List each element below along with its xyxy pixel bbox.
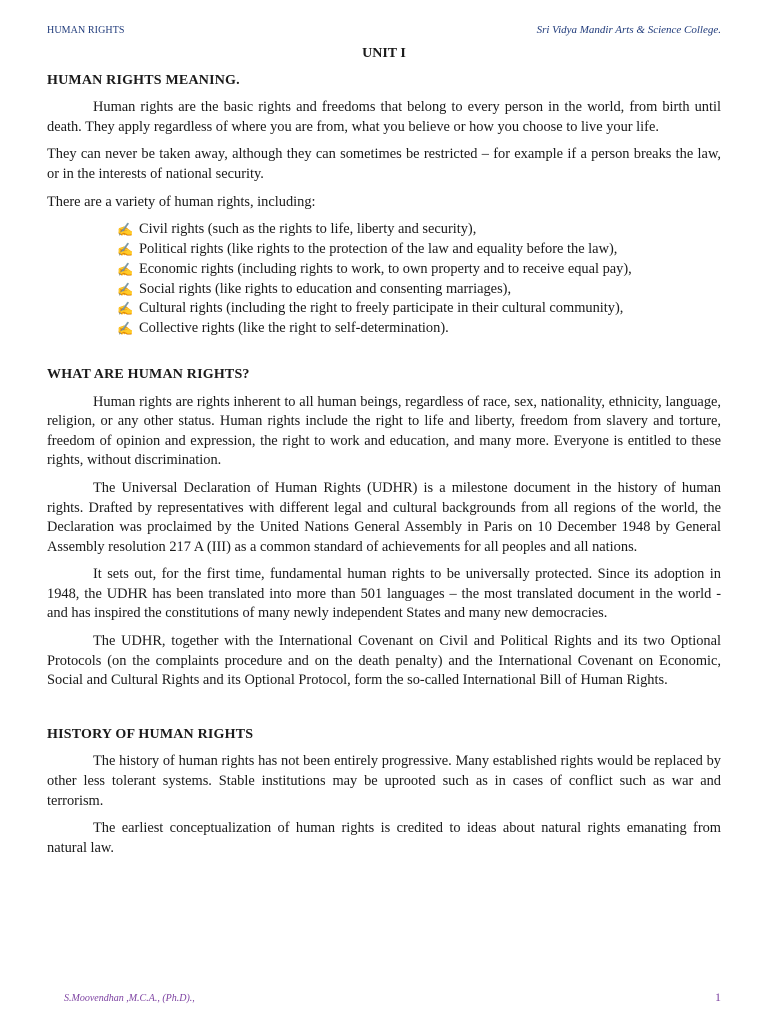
unit-title: UNIT I — [362, 46, 406, 61]
page-body — [47, 44, 721, 866]
list-item: ✍ Civil rights (such as the rights to life, liberty and security), — [117, 220, 721, 240]
section-heading-history: HISTORY OF HUMAN RIGHTS — [47, 726, 254, 742]
list-item: ✍ Political rights (like rights to the protection of the law and equality before the law), — [117, 240, 721, 260]
footer-author: S.Moovendhan ,M.C.A., (Ph.D)., — [64, 993, 195, 1004]
writing-hand-icon: ✍ — [117, 261, 134, 277]
paragraph: Human rights are rights inherent to all human beings, regardless of race, sex, nationality, ethnicity, language, religion, or any other status. Human rights include the right to life and liberty, freedom from slavery and torture, freedom of opinion and expression, the right to work and education, and many more. Everyone is entitled to these rights, without discrimination. — [47, 393, 721, 469]
running-header-college: Sri Vidya Mandir Arts & Science College. — [536, 24, 721, 36]
paragraph: There are a variety of human rights, including: — [47, 193, 316, 210]
paragraph: The UDHR, together with the International Covenant on Civil and Political Rights and its two Optional Protocols (on the complaints procedure and on the death penalty) and the International Covenant on Economic, Social and Cultural Rights and its Optional Protocol, form the so-called International Bill of Human Rights. — [47, 633, 721, 689]
list-item: ✍ Economic rights (including rights to work, to own property and to receive equal pay), — [117, 260, 721, 280]
list-item: ✍ Cultural rights (including the right to freely participate in their cultural community), — [117, 299, 721, 319]
list-item: ✍ Collective rights (like the right to self-determination). — [117, 319, 721, 339]
paragraph: The history of human rights has not been entirely progressive. Many established rights would be replaced by other less tolerant systems. Stable institutions may be uprooted such as in cases of conflict such as war and terrorism. — [47, 753, 721, 809]
rights-list — [47, 220, 721, 339]
writing-hand-icon: ✍ — [117, 222, 134, 238]
paragraph: The earliest conceptualization of human rights is credited to ideas about natural rights emanating from natural law. — [47, 820, 721, 856]
section-heading-meaning: HUMAN RIGHTS MEANING. — [47, 72, 240, 88]
writing-hand-icon: ✍ — [117, 321, 134, 337]
paragraph: It sets out, for the first time, fundamental human rights to be universally protected. Since its adoption in 1948, the UDHR has been translated into more than 501 languages – the most translated document in the world - and has inspired the constitutions of many newly independent States and many new democracies. — [47, 566, 721, 622]
section-heading-what: WHAT ARE HUMAN RIGHTS? — [47, 366, 250, 382]
writing-hand-icon: ✍ — [117, 281, 134, 297]
list-item: ✍ Social rights (like rights to education and consenting marriages), — [117, 280, 721, 300]
paragraph: Human rights are the basic rights and freedoms that belong to every person in the world, from birth until death. They apply regardless of where you are from, what you believe or how you choose to live your life. — [47, 99, 721, 135]
writing-hand-icon: ✍ — [117, 301, 134, 317]
running-header-title: HUMAN RIGHTS — [47, 25, 125, 36]
paragraph: They can never be taken away, although they can sometimes be restricted – for example if a person breaks the law, or in the interests of national security. — [47, 146, 721, 182]
paragraph: The Universal Declaration of Human Rights (UDHR) is a milestone document in the history of human rights. Drafted by representatives with different legal and cultural backgrounds from all regions of the world, the Declaration was proclaimed by the United Nations General Assembly in Paris on 10 December 1948 by General Assembly resolution 217 A (III) as a common standard of achievements for all peoples and all nations. — [47, 479, 721, 555]
writing-hand-icon: ✍ — [117, 241, 134, 257]
page-number: 1 — [715, 990, 721, 1004]
